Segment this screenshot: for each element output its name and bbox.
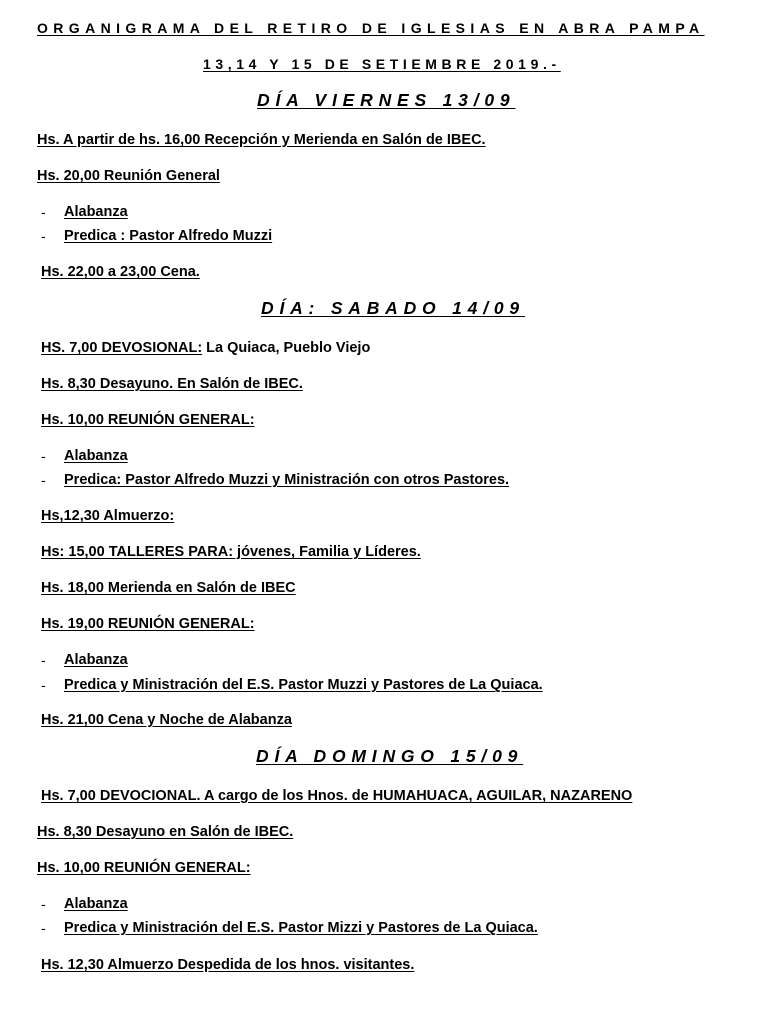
event-dates: 13,14 Y 15 DE SETIEMBRE 2019.- (203, 56, 561, 72)
saturday-meeting-morning: Hs. 10,00 REUNIÓN GENERAL: (41, 412, 255, 428)
sunday-meeting: Hs. 10,00 REUNIÓN GENERAL: (37, 860, 251, 876)
saturday-devotional-place: La Quiaca, Pueblo Viejo (202, 340, 371, 356)
saturday-meeting-evening: Hs. 19,00 REUNIÓN GENERAL: (41, 616, 255, 632)
document-title: ORGANIGRAMA DEL RETIRO DE IGLESIAS EN ABRA PAMPA (37, 20, 705, 36)
bullet-dash: - (41, 448, 46, 464)
bullet-dash: - (41, 472, 46, 488)
friday-item-preaching: Predica : Pastor Alfredo Muzzi (64, 228, 273, 244)
saturday-devotional (41, 339, 370, 357)
saturday-item-ministry: Predica y Ministración del E.S. Pastor Muzzi y Pastores de La Quiaca. (64, 677, 543, 693)
saturday-dinner: Hs. 21,00 Cena y Noche de Alabanza (41, 712, 292, 728)
friday-reception: Hs. A partir de hs. 16,00 Recepción y Merienda en Salón de IBEC. (37, 132, 486, 148)
friday-heading: DÍA VIERNES 13/09 (257, 90, 516, 110)
friday-dinner: Hs. 22,00 a 23,00 Cena. (41, 264, 200, 280)
bullet-dash: - (41, 920, 46, 936)
saturday-workshops: Hs: 15,00 TALLERES PARA: jóvenes, Familia y Líderes. (41, 544, 421, 560)
saturday-item-worship: Alabanza (64, 448, 128, 464)
saturday-item-preaching: Predica: Pastor Alfredo Muzzi y Ministración con otros Pastores. (64, 472, 510, 488)
bullet-dash: - (41, 204, 46, 220)
sunday-devotional: Hs. 7,00 DEVOCIONAL. A cargo de los Hnos. de HUMAHUACA, AGUILAR, NAZARENO (41, 788, 633, 804)
saturday-lunch: Hs,12,30 Almuerzo: (41, 508, 175, 524)
bullet-dash: - (41, 228, 46, 244)
sunday-item-worship: Alabanza (64, 896, 128, 912)
bullet-dash: - (41, 677, 46, 693)
bullet-dash: - (41, 896, 46, 912)
friday-item-worship: Alabanza (64, 204, 128, 220)
saturday-heading: DÍA: SABADO 14/09 (261, 298, 525, 318)
saturday-breakfast: Hs. 8,30 Desayuno. En Salón de IBEC. (41, 376, 303, 392)
sunday-breakfast: Hs. 8,30 Desayuno en Salón de IBEC. (37, 824, 294, 840)
saturday-item-worship-evening: Alabanza (64, 652, 128, 668)
saturday-snack: Hs. 18,00 Merienda en Salón de IBEC (41, 580, 296, 596)
saturday-devotional-label: HS. 7,00 DEVOSIONAL: (41, 340, 203, 356)
sunday-heading: DÍA DOMINGO 15/09 (256, 746, 524, 766)
bullet-dash: - (41, 652, 46, 668)
sunday-item-ministry: Predica y Ministración del E.S. Pastor Mizzi y Pastores de La Quiaca. (64, 920, 538, 936)
friday-meeting: Hs. 20,00 Reunión General (37, 168, 220, 184)
sunday-farewell: Hs. 12,30 Almuerzo Despedida de los hnos. visitantes. (41, 957, 415, 973)
